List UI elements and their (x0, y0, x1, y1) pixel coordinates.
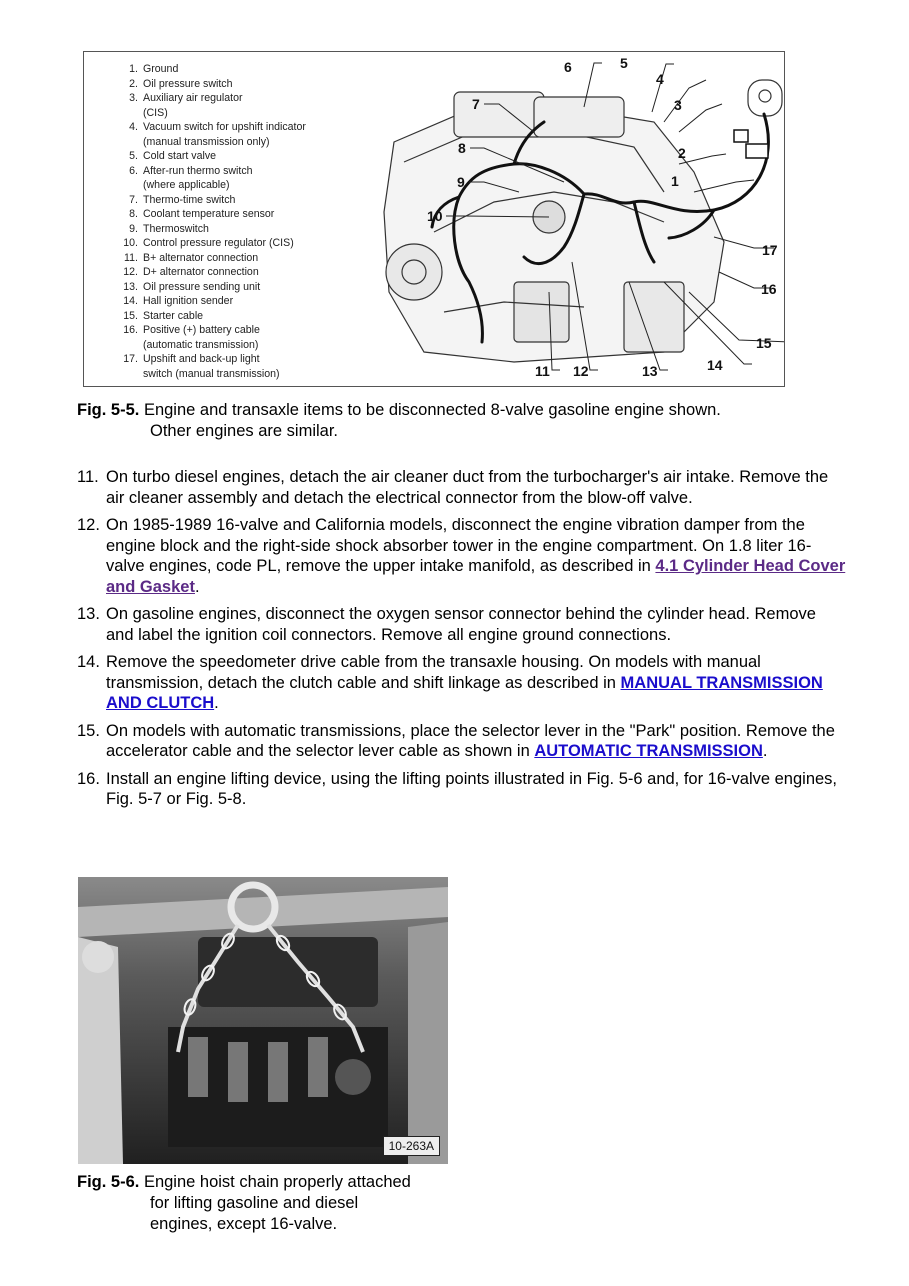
legend-item: 3. Auxiliary air regulator (129, 92, 243, 104)
legend-item: 4. Vacuum switch for upshift indicator (129, 121, 306, 133)
figure-legend (118, 62, 306, 381)
step-item: 14. Remove the speedometer drive cable from the transaxle housing. On models with manual transmission, detach the clutch cable and shift linkage as described in MANUAL TRANSMISSION AND CLUTCH. (77, 653, 823, 712)
figure-5-5 (83, 51, 785, 387)
callout-12: 12 (573, 363, 589, 379)
engine-diagram (334, 52, 784, 386)
legend-item: 12. D+ alternator connection (123, 266, 259, 278)
callout-8: 8 (458, 140, 466, 156)
callout-2: 2 (678, 145, 686, 161)
procedure-steps (77, 467, 847, 817)
step-item: 12. On 1985-1989 16-valve and California models, disconnect the engine vibration damper from the engine block and the right-side shock absorber tower in the engine compartment. On 1.8 liter 16-valve engines, code PL, remove the upper intake manifold, as described in 4.1 Cylinder Head Cover and Gasket. (77, 516, 846, 596)
legend-item: 15. Starter cable (123, 309, 204, 322)
legend-item: 9. Thermoswitch (129, 222, 209, 235)
step-item: 13. On gasoline engines, disconnect the oxygen sensor connector behind the cylinder head. Remove and label the ignition coil connectors. Remove all engine ground connections. (77, 605, 816, 644)
callout-17: 17 (762, 242, 778, 258)
engine-hoist-photo (78, 877, 448, 1164)
legend-item: (manual transmission only) (143, 135, 270, 148)
callout-10: 10 (427, 208, 443, 224)
legend-item: (where applicable) (143, 179, 230, 191)
callout-16: 16 (761, 281, 777, 297)
callout-7: 7 (472, 96, 480, 112)
callout-13: 13 (642, 363, 658, 379)
legend-item: 11. B+ alternator connection (124, 251, 259, 264)
legend-item: 16. Positive (+) battery cable (123, 324, 260, 336)
callout-3: 3 (674, 97, 682, 113)
callout-9: 9 (457, 174, 465, 190)
legend-item: 17. Upshift and back-up light (123, 353, 260, 365)
legend-item: 10. Control pressure regulator (CIS) (123, 237, 294, 249)
link-manual-transmission[interactable]: MANUAL TRANSMISSION AND CLUTCH (106, 673, 823, 712)
step-item: 11. On turbo diesel engines, detach the air cleaner duct from the turbocharger's air intake. Remove the air cleaner assembly and detach the electrical connector from the blow-off valve. (77, 468, 829, 507)
callout-6: 6 (564, 59, 572, 75)
legend-item: switch (manual transmission) (143, 367, 280, 380)
callout-11: 11 (535, 363, 550, 379)
legend-item: (CIS) (143, 106, 168, 119)
figure-5-5-caption: Fig. 5-5. Engine and transaxle items to be disconnected 8-valve gasoline engine shown. Other engines are similar. (77, 401, 721, 440)
legend-item: 13. Oil pressure sending unit (123, 280, 261, 293)
callout-1: 1 (671, 173, 679, 189)
link-cylinder-head-cover[interactable]: 4.1 Cylinder Head Cover and Gasket (106, 557, 846, 596)
legend-item: 1. Ground (129, 63, 179, 75)
figure-5-6-photo (78, 877, 448, 1164)
callout-14: 14 (707, 357, 723, 373)
step-item: 16. Install an engine lifting device, using the lifting points illustrated in Fig. 5-6 and, for 16-valve engines, Fig. 5-7 or Fig. 5-8. (77, 769, 838, 808)
legend-item: 2. Oil pressure switch (129, 77, 233, 90)
legend-item: 5. Cold start valve (129, 150, 217, 162)
step-item: 15. On models with automatic transmissions, place the selector lever in the "Park" position. Remove the accelerator cable and the selector lever cable as shown in AUTOMATIC TRANSMISSION. (77, 721, 835, 760)
callout-5: 5 (620, 55, 628, 71)
callout-15: 15 (756, 335, 772, 351)
legend-item: 8. Coolant temperature sensor (129, 208, 275, 220)
legend-item: 6. After-run thermo switch (129, 164, 253, 177)
legend-item: 7. Thermo-time switch (129, 193, 236, 206)
photo-reference-tag: 10-263A (383, 1136, 440, 1156)
link-automatic-transmission[interactable]: AUTOMATIC TRANSMISSION (534, 742, 763, 760)
callout-4: 4 (656, 71, 664, 87)
figure-5-6-caption: Fig. 5-6. Engine hoist chain properly attached for lifting gasoline and diesel engines, except 16-valve. (77, 1173, 411, 1233)
legend-item: (automatic transmission) (143, 338, 259, 351)
legend-item: 14. Hall ignition sender (123, 295, 234, 307)
